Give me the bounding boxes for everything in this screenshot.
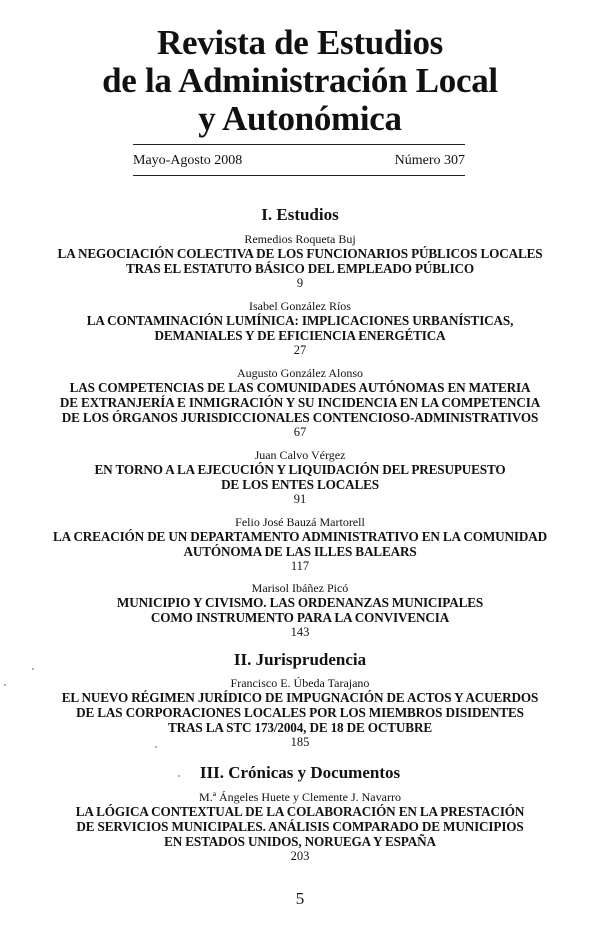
toc-entry[interactable] [0, 790, 600, 864]
top-divider [133, 144, 465, 145]
entry-page: 27 [293, 343, 307, 357]
scan-speck [178, 775, 180, 777]
scan-speck [4, 684, 6, 686]
entry-page: 67 [293, 425, 307, 439]
entry-page: 203 [290, 849, 310, 863]
entry-page: 143 [290, 625, 310, 639]
entry-author: Felio José Bauzá Martorell [235, 515, 365, 529]
entry-title: LA NEGOCIACIÓN COLECTIVA DE LOS FUNCIONARIOS PÚBLICOS LOCALES TRAS EL ESTATUTO BÁSICO DEL EMPLEADO PÚBLICO [57, 246, 543, 276]
toc-entry[interactable] [0, 676, 600, 750]
entry-page: 185 [290, 735, 310, 749]
entry-page: 9 [296, 276, 304, 290]
entry-page: 91 [293, 492, 307, 506]
entry-author: M.ª Ángeles Huete y Clemente J. Navarro [199, 790, 401, 804]
issue-date: Mayo-Agosto 2008 [133, 153, 243, 168]
entry-title: LA LÓGICA CONTEXTUAL DE LA COLABORACIÓN EN LA PRESTACIÓN DE SERVICIOS MUNICIPALES. ANÁLISIS COMPARADO DE MUNICIPIOS EN ESTADOS UNIDOS, NORUEGA Y ESPAÑA [75, 804, 525, 849]
scan-speck [32, 668, 34, 670]
bottom-divider [133, 175, 465, 176]
section-heading-cronicas: III. Crónicas y Documentos [199, 763, 401, 782]
section-heading-estudios: I. Estudios [261, 205, 339, 224]
toc-entry[interactable] [0, 515, 600, 574]
entry-title: LA CONTAMINACIÓN LUMÍNICA: IMPLICACIONES URBANÍSTICAS, DEMANIALES Y DE EFICIENCIA ENERGÉTICA [86, 313, 514, 343]
entry-title: LA CREACIÓN DE UN DEPARTAMENTO ADMINISTRATIVO EN LA COMUNIDAD AUTÓNOMA DE LAS ILLES BALEARS [53, 529, 547, 559]
journal-title-line: de la Administración Local [102, 61, 498, 100]
entry-title: EN TORNO A LA EJECUCIÓN Y LIQUIDACIÓN DEL PRESUPUESTO DE LOS ENTES LOCALES [94, 462, 506, 492]
toc-entry[interactable] [0, 581, 600, 640]
entry-page: 117 [290, 559, 310, 573]
issue-number: Número 307 [394, 153, 465, 168]
entry-author: Augusto González Alonso [237, 366, 363, 380]
toc-entry[interactable] [0, 448, 600, 507]
toc-entry[interactable] [0, 366, 600, 440]
entry-title: MUNICIPIO Y CIVISMO. LAS ORDENANZAS MUNICIPALES COMO INSTRUMENTO PARA LA CONVIVENCIA [116, 595, 484, 625]
entry-author: Francisco E. Úbeda Tarajano [230, 676, 370, 690]
entry-author: Isabel González Ríos [249, 299, 351, 313]
entry-title: EL NUEVO RÉGIMEN JURÍDICO DE IMPUGNACIÓN DE ACTOS Y ACUERDOS DE LAS CORPORACIONES LOCALES POR LOS MIEMBROS DISIDENTES TRAS LA STC 173/2004, DE 18 DE OCTUBRE [61, 690, 539, 735]
toc-entry[interactable] [0, 232, 600, 291]
issue-info [133, 152, 465, 170]
journal-title [0, 24, 600, 138]
journal-title-line: y Autonómica [198, 99, 402, 138]
page-number: 5 [295, 889, 305, 908]
toc-entry[interactable] [0, 299, 600, 358]
entry-author: Juan Calvo Vérgez [254, 448, 346, 462]
entry-author: Remedios Roqueta Buj [244, 232, 356, 246]
scan-speck [155, 746, 157, 748]
entry-title: LAS COMPETENCIAS DE LAS COMUNIDADES AUTÓNOMAS EN MATERIA DE EXTRANJERÍA E INMIGRACIÓN Y SU INCIDENCIA EN LA COMPETENCIA DE LOS ÓRGANOS JURISDICCIONALES CONTENCIOSO-ADMINISTRATIVOS [59, 380, 541, 425]
section-heading-jurisprudencia: II. Jurisprudencia [233, 650, 367, 669]
entry-author: Marisol Ibáñez Picó [251, 581, 349, 595]
journal-title-line: Revista de Estudios [156, 23, 443, 62]
